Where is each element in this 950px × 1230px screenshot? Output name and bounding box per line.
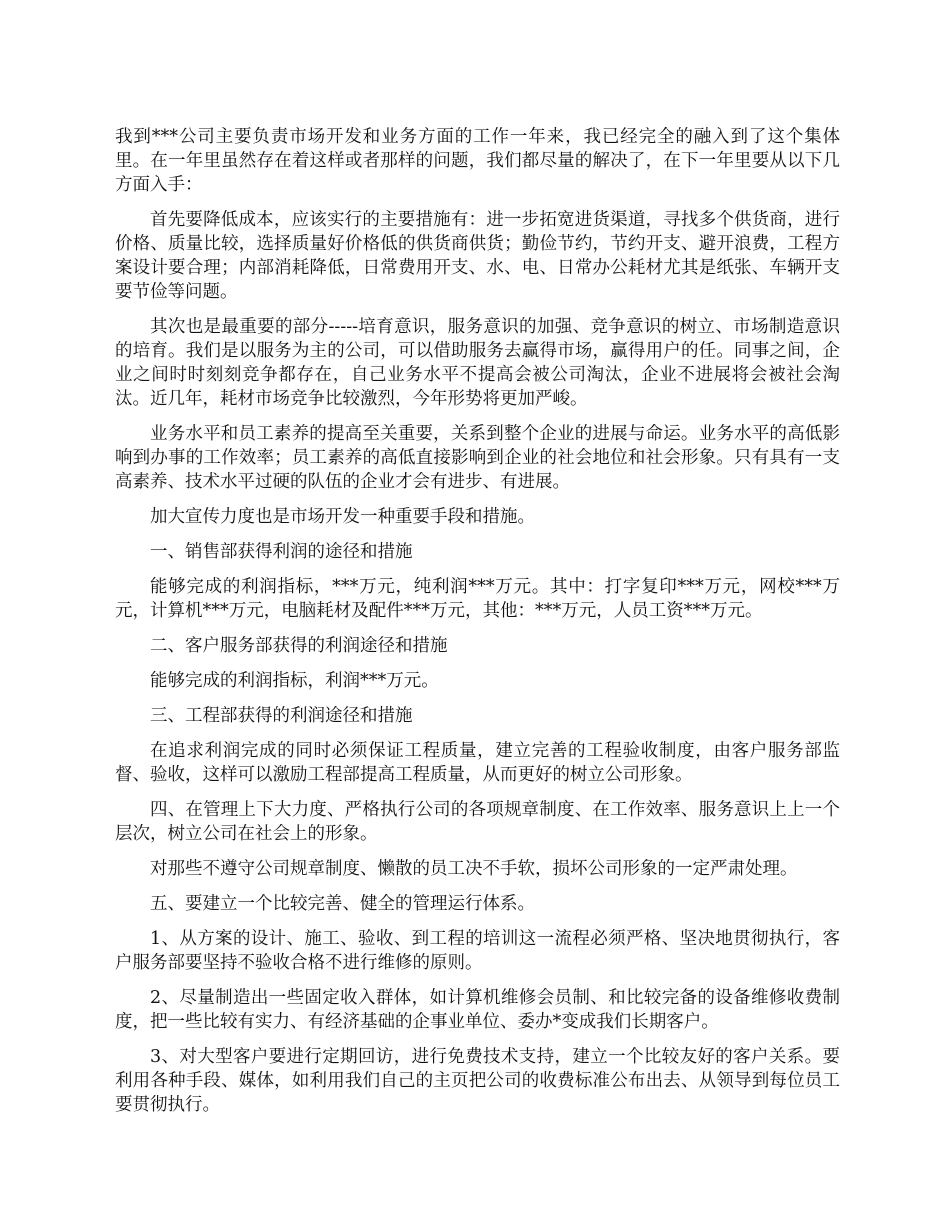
list-item-2: 2、尽量制造出一些固定收入群体，如计算机维修会员制、和比较完备的设备维修收费制度，把一些比较有实力、有经济基础的企事业单位、委办*变成我们长期客户。 (115, 988, 840, 1032)
paragraph-reduce-cost: 首先要降低成本，应该实行的主要措施有：进一步拓宽进货渠道，寻找多个供货商，进行价格、质量比较，选择质量好价格低的供货商供货；勤俭节约，节约开支、避开浪费，工程方案设计要合理；内部消耗降低，日常费用开支、水、电、日常办公耗材尤其是纸张、车辆开支要节俭等问题。 (115, 210, 840, 302)
paragraph-publicity: 加大宣传力度也是市场开发一种重要手段和措施。 (150, 507, 535, 527)
list-item-3: 3、对大型客户要进行定期回访，进行免费技术支持，建立一个比较友好的客户关系。要利用各种手段、媒体，如利用我们自己的主页把公司的收费标准公布出去、从领导到每位员工要贯彻执行。 (115, 1047, 840, 1115)
list-item-1: 1、从方案的设计、施工、验收、到工程的培训这一流程必须严格、坚决地贯彻执行，客户服务部要坚持不验收合格不进行维修的原则。 (115, 929, 840, 973)
paragraph-discipline: 对那些不遵守公司规章制度、懒散的员工决不手软，损坏公司形象的一定严肃处理。 (150, 859, 798, 879)
paragraph-customer-service-targets: 能够完成的利润指标，利润***万元。 (150, 671, 439, 691)
heading-management: 四、在管理上下大力度、严格执行公司的各项规章制度、在工作效率、服务意识上上一个层次，树立公司在社会上的形象。 (115, 800, 840, 844)
document-body (115, 125, 840, 1128)
heading-management-system: 五、要建立一个比较完善、健全的管理运行体系。 (150, 894, 535, 914)
paragraph-intro: 我到***公司主要负责市场开发和业务方面的工作一年来，我已经完全的融入到了这个集体里。在一年里虽然存在着这样或者那样的问题，我们都尽量的解决了，在下一年里要从以下几方面入手： (115, 127, 840, 195)
paragraph-engineering-quality: 在追求利润完成的同时必须保证工程质量，建立完善的工程验收制度，由客户服务部监督、验收，这样可以激励工程部提高工程质量，从而更好的树立公司形象。 (115, 741, 840, 785)
paragraph-sales-targets: 能够完成的利润指标，***万元，纯利润***万元。其中：打字复印***万元，网校***万元，计算机***万元，电脑耗材及配件***万元，其他：***万元，人员工资***万元。 (115, 577, 840, 621)
paragraph-staff-quality: 业务水平和员工素养的提高至关重要，关系到整个企业的进展与命运。业务水平的高低影响到办事的工作效率；员工素养的高低直接影响到企业的社会地位和社会形象。只有具有一支高素养、技术水平过硬的队伍的企业才会有进步、有进展。 (115, 424, 840, 492)
heading-customer-service-profit: 二、客户服务部获得的利润途径和措施 (150, 636, 448, 656)
heading-engineering-profit: 三、工程部获得的利润途径和措施 (150, 706, 413, 726)
paragraph-awareness: 其次也是最重要的部分-----培育意识，服务意识的加强、竞争意识的树立、市场制造意识的培育。我们是以服务为主的公司，可以借助服务去赢得市场，赢得用户的任。同事之间，企业之间时时刻刻竞争都存在，自己业务水平不提高会被公司淘汰，企业不进展将会被社会淘汰。近几年，耗材市场竞争比较激烈，今年形势将更加严峻。 (115, 317, 840, 409)
heading-sales-profit: 一、销售部获得利润的途径和措施 (150, 542, 413, 562)
